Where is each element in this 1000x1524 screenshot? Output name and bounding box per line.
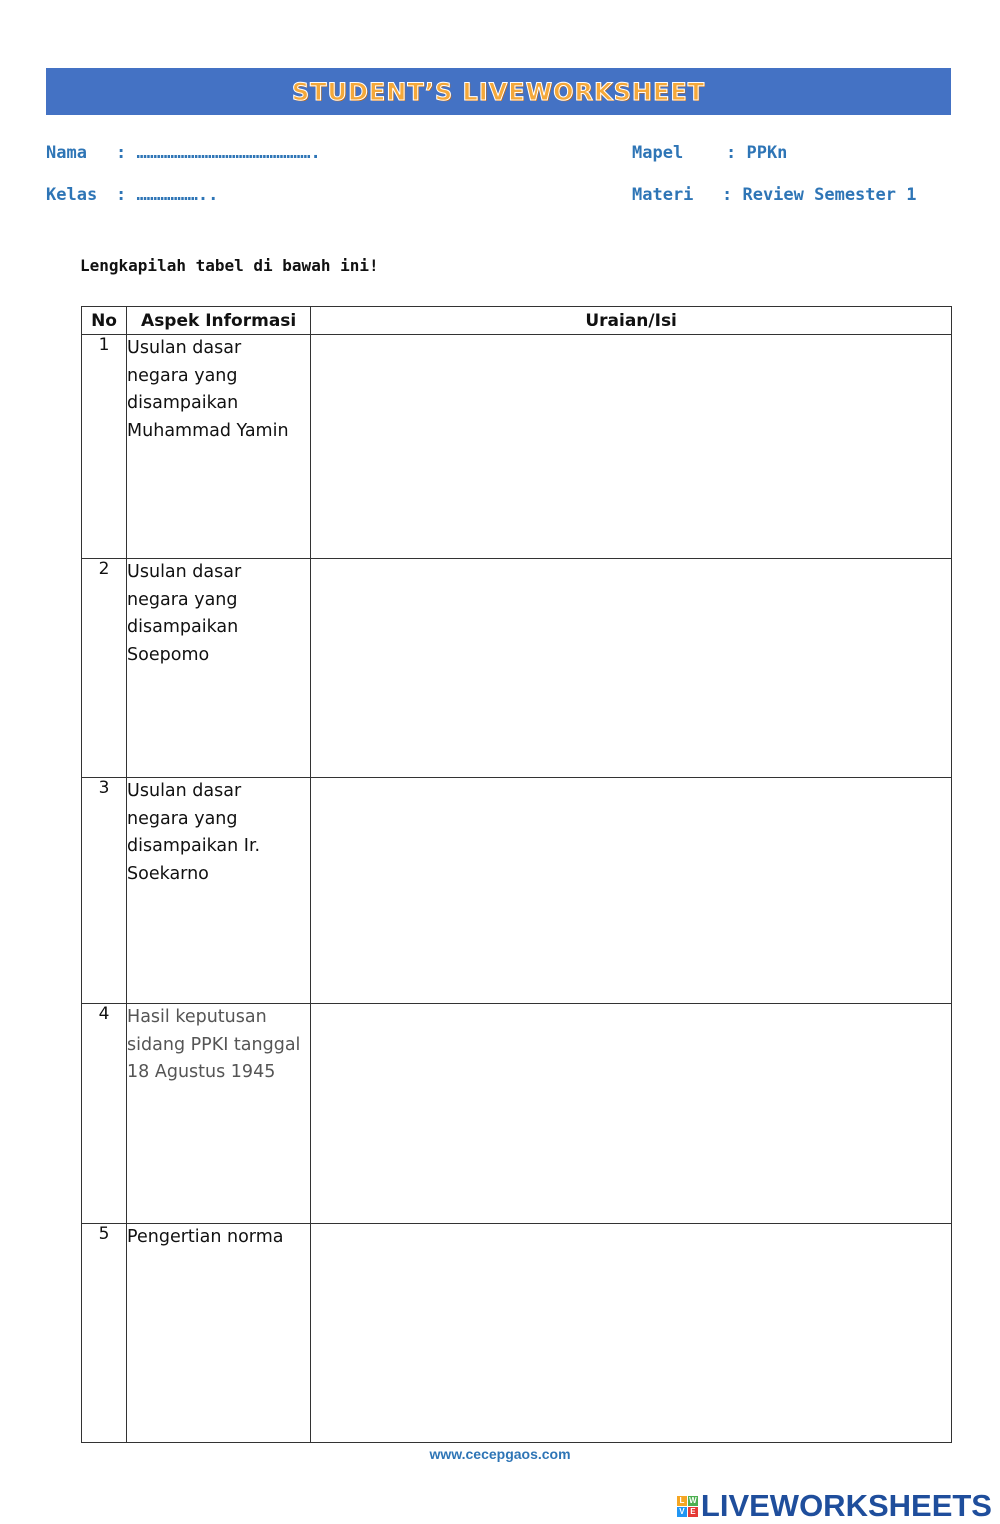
aspek-cell bbox=[127, 778, 311, 1004]
aspek-line: Soekarno bbox=[127, 863, 209, 884]
aspek-line: Soepomo bbox=[127, 644, 210, 665]
answer-field-5[interactable] bbox=[311, 1224, 952, 1443]
aspek-line: disampaikan Ir. bbox=[127, 836, 261, 856]
header-banner bbox=[46, 68, 951, 115]
aspek-line: Usulan dasar bbox=[127, 338, 242, 358]
nama-label: Nama bbox=[46, 143, 87, 163]
nama-field bbox=[46, 143, 321, 163]
brand-name: LIVEWORKSHEETS bbox=[700, 1488, 992, 1523]
liveworksheets-brand[interactable] bbox=[677, 1488, 992, 1524]
mapel-field bbox=[632, 143, 787, 163]
aspek-line: negara yang bbox=[127, 808, 238, 829]
aspek-line: Muhammad Yamin bbox=[127, 420, 289, 441]
aspek-line: negara yang bbox=[127, 365, 238, 386]
materi-value: : Review Semester 1 bbox=[722, 185, 917, 205]
worksheet-table bbox=[81, 306, 952, 1443]
header-no: No bbox=[82, 307, 127, 335]
kelas-field bbox=[46, 185, 218, 205]
aspek-line: disampaikan bbox=[127, 617, 239, 637]
table-row bbox=[82, 1224, 952, 1443]
aspek-cell bbox=[127, 1004, 311, 1224]
aspek-cell bbox=[127, 1224, 311, 1443]
row-number: 4 bbox=[82, 1004, 127, 1224]
table-row bbox=[82, 335, 952, 559]
mapel-value: : PPKn bbox=[726, 143, 788, 163]
aspek-line: Usulan dasar bbox=[127, 562, 242, 582]
row-number: 1 bbox=[82, 335, 127, 559]
table-header-row bbox=[82, 307, 952, 335]
aspek-line: negara yang bbox=[127, 589, 238, 610]
logo-tile: L bbox=[677, 1496, 687, 1506]
row-number: 2 bbox=[82, 559, 127, 778]
logo-tile: V bbox=[677, 1507, 687, 1517]
aspek-line: Hasil keputusan bbox=[127, 1007, 267, 1027]
answer-field-2[interactable] bbox=[311, 559, 952, 778]
table-row bbox=[82, 559, 952, 778]
table-row bbox=[82, 1004, 952, 1224]
nama-value: : ……………………………………………. bbox=[116, 143, 321, 163]
aspek-line: Pengertian norma bbox=[127, 1227, 284, 1247]
table-row bbox=[82, 778, 952, 1004]
logo-tile: W bbox=[689, 1495, 697, 1505]
aspek-line: Usulan dasar bbox=[127, 781, 242, 801]
aspek-line: disampaikan bbox=[127, 393, 239, 413]
aspek-cell bbox=[127, 559, 311, 778]
materi-field bbox=[632, 185, 916, 205]
header-aspek-informasi: Aspek Informasi bbox=[127, 307, 311, 335]
kelas-value: : ……………….. bbox=[116, 185, 219, 205]
header-uraian-isi: Uraian/Isi bbox=[311, 307, 952, 335]
kelas-label: Kelas bbox=[46, 185, 98, 205]
mapel-label: Mapel bbox=[632, 143, 684, 163]
answer-field-3[interactable] bbox=[311, 778, 952, 1004]
liveworksheets-logo-icon bbox=[677, 1496, 698, 1517]
aspek-line: 18 Agustus 1945 bbox=[127, 1062, 276, 1082]
logo-tile: E bbox=[688, 1507, 698, 1517]
instruction-text: Lengkapilah tabel di bawah ini! bbox=[80, 256, 379, 275]
row-number: 5 bbox=[82, 1224, 127, 1443]
row-number: 3 bbox=[82, 778, 127, 1004]
aspek-cell bbox=[127, 335, 311, 559]
answer-field-4[interactable] bbox=[311, 1004, 952, 1224]
materi-label: Materi bbox=[632, 185, 694, 205]
aspek-line: sidang PPKI tanggal bbox=[127, 1034, 301, 1055]
worksheet-title: STUDENT’S LIVEWORKSHEET bbox=[291, 77, 706, 106]
footer-url[interactable]: www.cecepgaos.com bbox=[429, 1446, 571, 1462]
answer-field-1[interactable] bbox=[311, 335, 952, 559]
